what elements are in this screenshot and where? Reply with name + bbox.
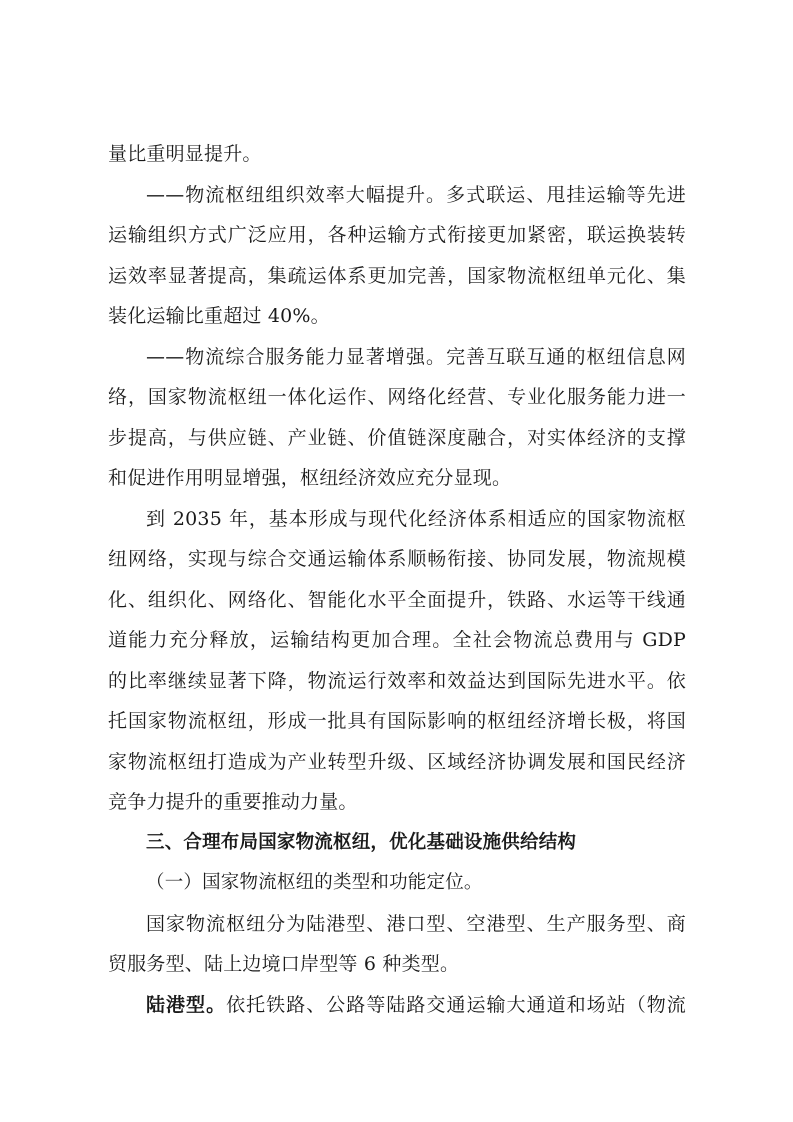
goal-title: ——物流枢纽组织效率大幅提升。 [146,183,447,206]
text: 贸服务型、陆上边境口岸型等 6 种类型。 [108,953,460,975]
text: 纽网络，实现与综合交通运输体系顺畅衔接、协同发展，物流规模 [108,548,686,570]
text: 到 2035 年，基本形成与现代化经济体系相适应的国家物流枢 [146,507,686,530]
text: 步提高，与供应链、产业链、价值链深度融合，对实体经济的支撑 [108,426,686,449]
document-page [108,134,686,1025]
paragraph-land-port [108,985,686,1026]
paragraph-line [108,134,686,175]
paragraph-line [108,418,686,459]
paragraph-line [108,458,686,499]
paragraph-line [108,296,686,337]
paragraph-line [108,539,686,580]
type-title: 陆港型。 [146,993,227,1016]
text: 的比率继续显著下降，物流运行效率和效益达到国际先进水平。依 [108,669,686,692]
paragraph-line [108,701,686,742]
text: 运输组织方式广泛应用，各种运输方式衔接更加紧密，联运换装转 [108,224,686,246]
text: 量比重明显提升。 [108,143,262,165]
text: 运效率显著提高，集疏运体系更加完善，国家物流枢纽单元化、集 [108,264,686,287]
text: 化、组织化、网络化、智能化水平全面提升，铁路、水运等干线通 [108,588,686,611]
text: 多式联运、甩挂运输等先进 [446,183,686,206]
text: 道能力充分释放，运输结构更加合理。全社会物流总费用与 GDP [108,629,686,651]
text: 托国家物流枢纽，形成一批具有国际影响的枢纽经济增长极，将国 [108,710,686,732]
text: 装化运输比重超过 40%。 [108,305,330,327]
text: 家物流枢纽打造成为产业转型升级、区域经济协调发展和国民经济 [108,750,686,773]
section-heading-text: 三、合理布局国家物流枢纽，优化基础设施供给结构 [146,831,577,853]
text: 完善互联互通的枢纽信息网 [446,345,686,368]
paragraph-line [108,620,686,661]
paragraph-line [108,742,686,783]
paragraph-line [108,377,686,418]
paragraph-line [108,256,686,297]
paragraph-line [108,215,686,256]
section-heading [108,823,686,864]
text: 国家物流枢纽分为陆港型、港口型、空港型、生产服务型、商 [146,912,686,935]
paragraph-line [108,782,686,823]
subsection-heading [108,863,686,904]
text: 竞争力提升的重要推动力量。 [108,791,358,813]
paragraph-line [108,580,686,621]
subsection-heading-text: （一）国家物流枢纽的类型和功能定位。 [146,872,483,893]
text: 络，国家物流枢纽一体化运作、网络化经营、专业化服务能力进一 [108,386,686,408]
goal-paragraph-service [108,337,686,378]
paragraph-line [108,904,686,945]
goal-paragraph-efficiency [108,175,686,216]
goal-title: ——物流综合服务能力显著增强。 [146,345,447,368]
paragraph-line [108,661,686,702]
paragraph-line [108,499,686,540]
paragraph-line [108,944,686,985]
text: 依托铁路、公路等陆路交通运输大通道和场站（物流 [226,993,686,1016]
text: 和促进作用明显增强，枢纽经济效应充分显现。 [108,467,512,489]
